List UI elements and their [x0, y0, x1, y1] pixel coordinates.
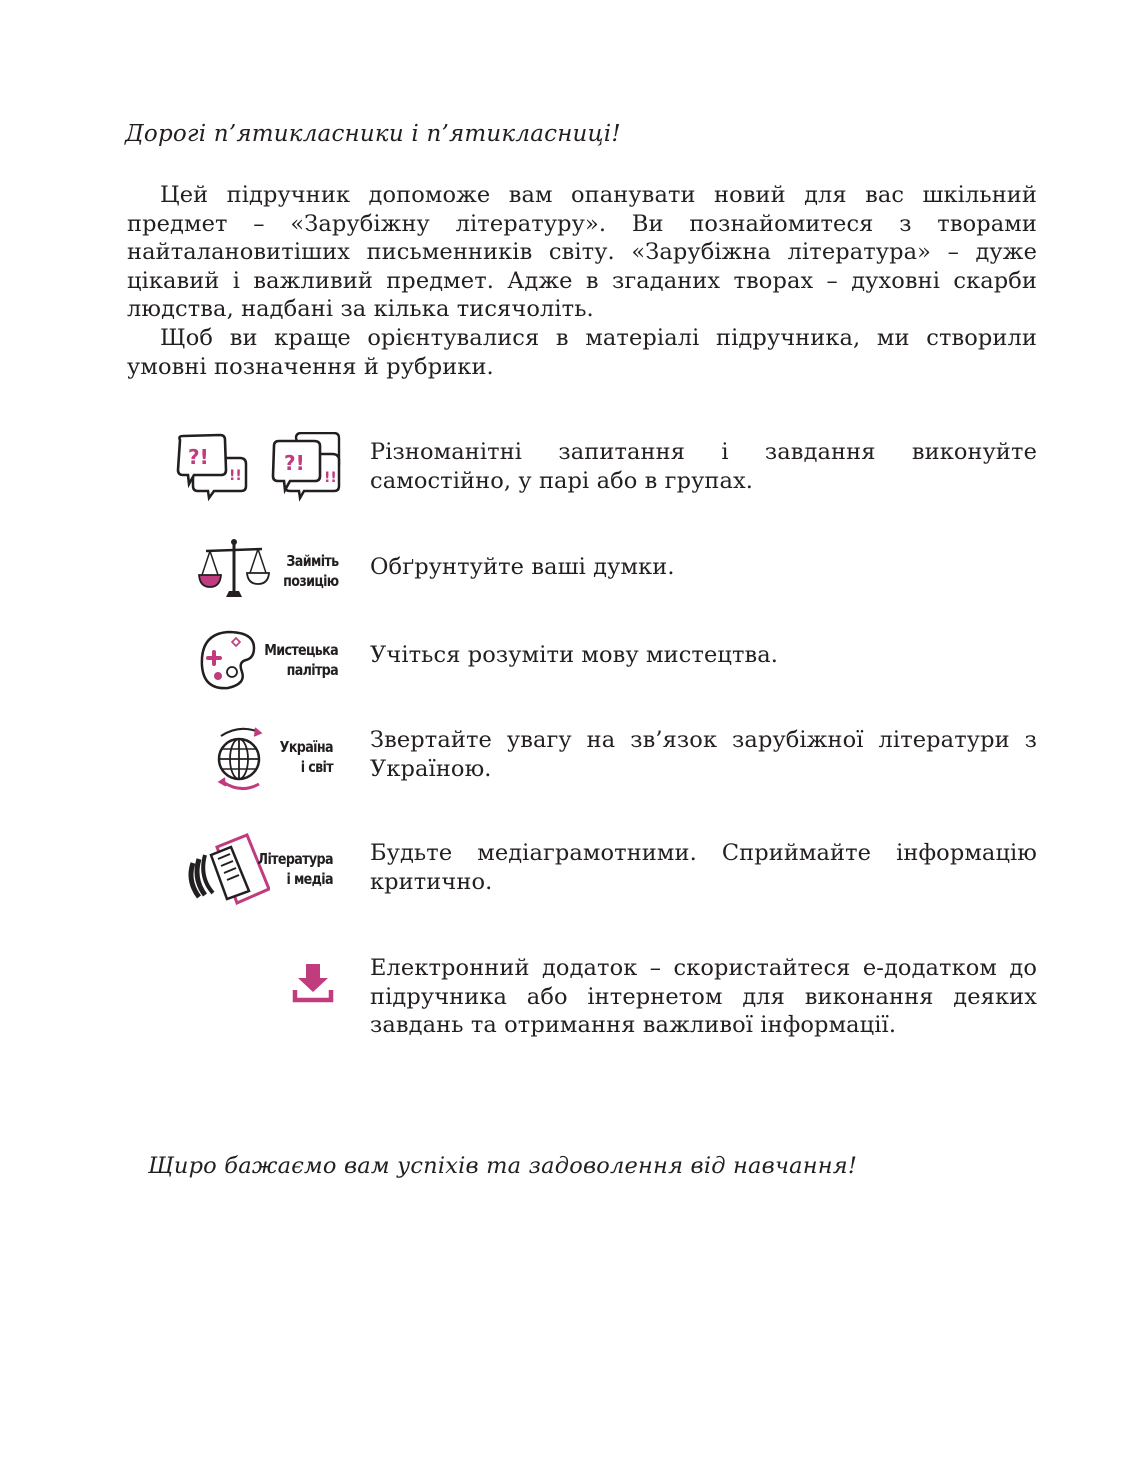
label-art-line1: Мистецька	[264, 641, 338, 659]
label-art-line2: палітра	[286, 661, 338, 679]
question-glyph: ?!	[188, 445, 209, 469]
download-icon	[292, 962, 334, 1004]
legend-text-media: Будьте медіаграмотними. Сприймайте інформацію критично.	[370, 840, 1037, 895]
legend-text-position: Обґрунтуйте ваші думки.	[370, 554, 675, 580]
label-ukraine	[280, 737, 333, 777]
closing-wish: Щиро бажаємо вам успіхів та задоволення від навчання!	[148, 1153, 858, 1179]
intro-paragraph-1: Цей підручник допоможе вам опанувати новий для вас шкільний предмет – «Зарубіжну літературу». Ви познайомитеся з творами найталановитіших письменників світу. «Зарубіжна література» – дуже цікавий і важливий предмет. Адже в згаданих творах – духовні скарби людства, надбані за кілька тисячоліть.	[127, 182, 1037, 323]
legend-text-questions: Різноманітні запитання і завдання виконуйте самостійно, у парі або в групах.	[370, 439, 1037, 494]
label-position-line2: позицію	[282, 572, 338, 590]
intro-paragraph-2: Щоб ви краще орієнтувалися в матеріалі підручника, ми створили умовні позначення й рубрики.	[127, 324, 1037, 380]
legend-text-art: Учіться розуміти мову мистецтва.	[370, 642, 779, 668]
question-bubbles-icon	[174, 432, 346, 507]
exclaim-glyph: !!	[229, 468, 242, 484]
label-art	[264, 640, 338, 680]
label-media-line1: Література	[257, 850, 333, 868]
label-ukraine-line2: і світ	[300, 758, 333, 776]
greeting: Дорогі п’ятикласники і п’ятикласниці!	[125, 121, 621, 147]
label-ukraine-line1: Україна	[279, 738, 333, 756]
globe-icon	[215, 724, 269, 794]
label-position	[283, 551, 338, 591]
scales-icon	[196, 537, 272, 601]
exclaim-glyph-2: !!	[324, 470, 337, 486]
legend-text-ukraine: Звертайте увагу на зв’язок зарубіжної літератури з Україною.	[370, 727, 1037, 782]
question-glyph-2: ?!	[284, 451, 305, 475]
intro-text	[127, 181, 1037, 381]
label-position-line1: Займіть	[285, 552, 338, 570]
palette-icon	[198, 628, 258, 692]
legend-text-download: Електронний додаток – скористайтеся е-додатком до підручника або інтернетом для виконання деяких завдань та отримання важливої інформації.	[370, 955, 1037, 1039]
label-media	[258, 849, 333, 889]
label-media-line2: і медіа	[286, 870, 333, 888]
